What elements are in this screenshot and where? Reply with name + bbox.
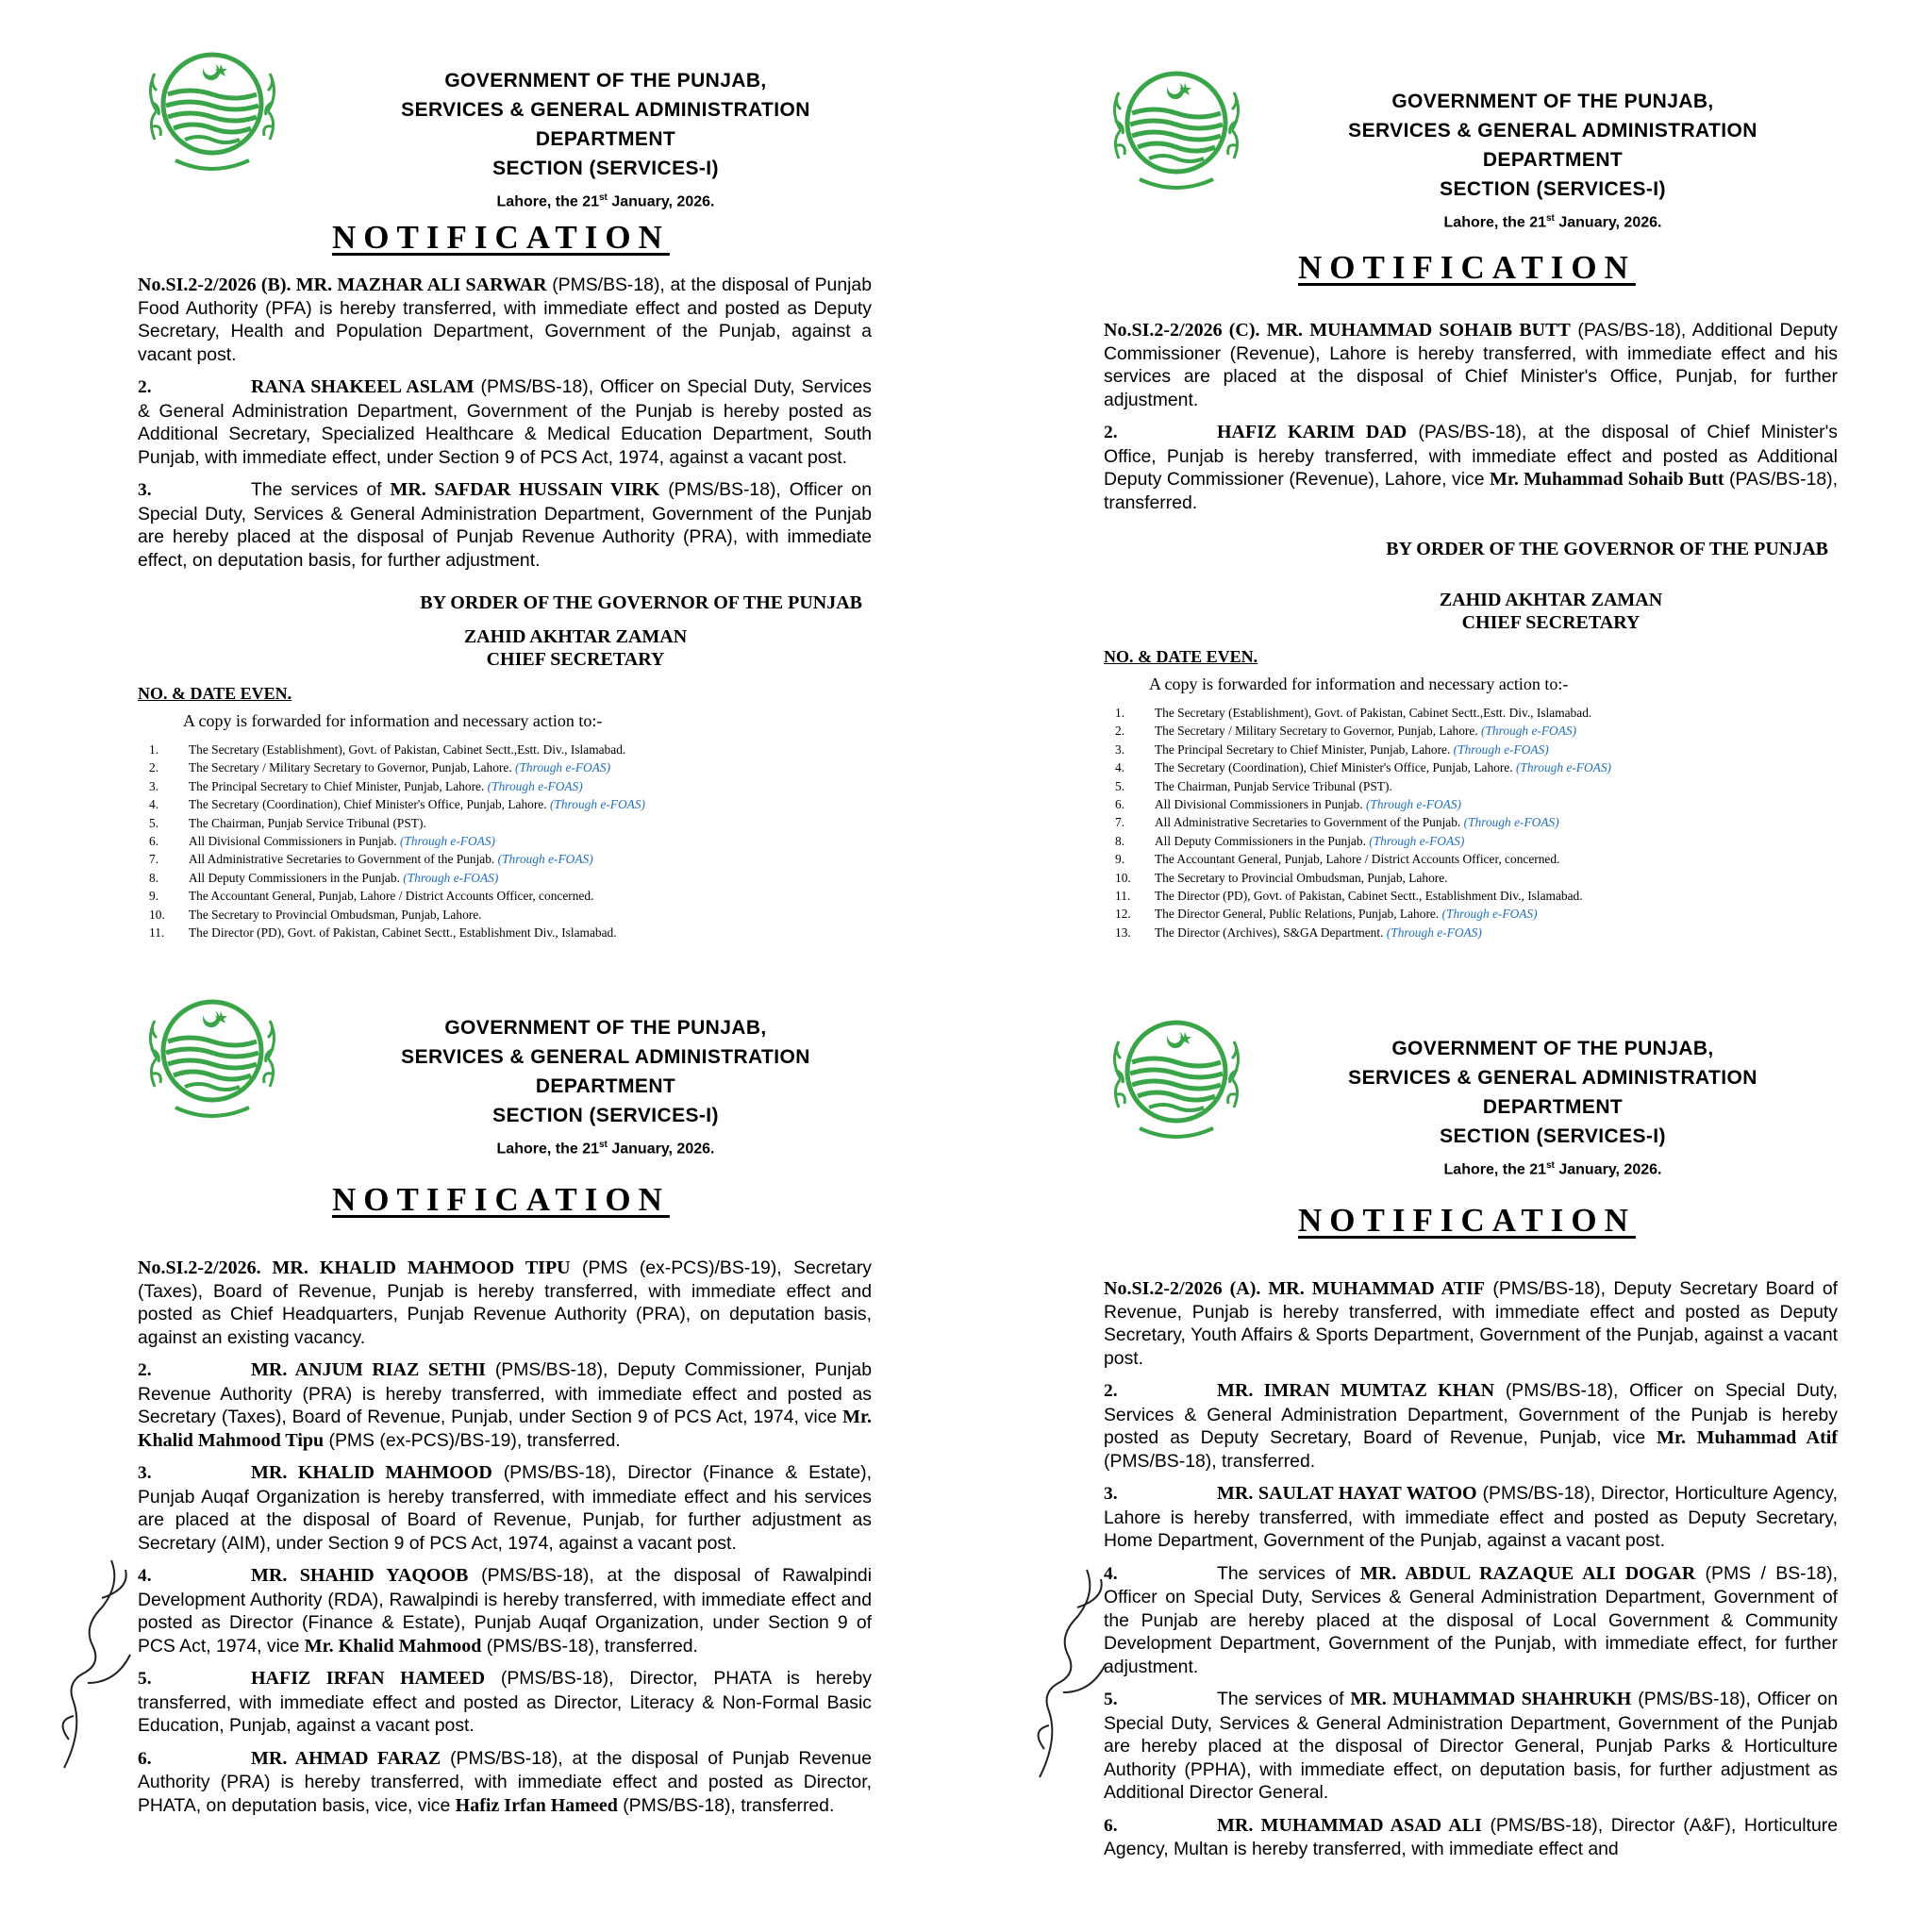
distribution-item-number: 10. — [1115, 870, 1131, 885]
handwritten-signature — [1021, 1551, 1124, 1787]
distribution-item-channel: (Through e-FOAS) — [1453, 741, 1549, 757]
distribution-item-channel: (Through e-FOAS) — [1515, 760, 1611, 775]
order-line: BY ORDER OF THE GOVERNOR OF THE PUNJAB — [420, 592, 862, 613]
issue-date: Lahore, the 21st January, 2026. — [1443, 1160, 1662, 1178]
distribution-item — [1104, 887, 1838, 905]
paragraph-3: 3. The services of MR. SAFDAR HUSSAIN VIRK (PMS/BS-18), Officer on Special Duty, Services & General Administration Department, Government of the Punjab are hereby placed at the disposal of Punjab Revenue Authority (PRA), with immediate effect, on deputation basis, for further adjustment. — [138, 479, 872, 571]
distribution-item-channel: (Through e-FOAS) — [1441, 907, 1538, 922]
header-government: GOVERNMENT OF THE PUNJAB, — [1391, 1038, 1714, 1059]
issue-date: Lahore, the 21st January, 2026. — [1443, 213, 1662, 231]
distribution-item-number: 9. — [149, 889, 159, 904]
distribution-item-text: The Secretary to Provincial Ombudsman, Punjab, Lahore. — [189, 907, 482, 922]
no-date-even: NO. & DATE EVEN. — [1104, 647, 1258, 666]
notification-body — [138, 1257, 872, 1826]
header-government: GOVERNMENT OF THE PUNJAB, — [444, 70, 767, 92]
notification-body — [1104, 1277, 1838, 1871]
notification-body — [1104, 319, 1838, 941]
distribution-item — [1104, 795, 1838, 813]
distribution-item-number: 4. — [1115, 760, 1125, 775]
paragraph-5: 5. The services of MR. MUHAMMAD SHAHRUKH (PMS/BS-18), Officer on Special Duty, Services & General Administration Department, Government of the Punjab are hereby placed at the disposal of Director General, Punjab Parks & Horticulture Authority (PPHA), with immediate effect, on deputation basis, for further adjustment as Additional Director General. — [1104, 1689, 1838, 1803]
paragraph-2: 2. MR. ANJUM RIAZ SETHI (PMS/BS-18), Deputy Commissioner, Punjab Revenue Authority (PRA) is hereby transferred, with immediate effect and posted as Secretary (Taxes), Board of Revenue, Punjab, under Section 9 of PCS Act, 1974, vice Mr. Khalid Mahmood Tipu (PMS (ex-PCS)/BS-19), transferred. — [138, 1359, 873, 1451]
distribution-item-number: 9. — [1115, 852, 1125, 867]
distribution-item — [1104, 758, 1838, 776]
issue-date: Lahore, the 21st January, 2026. — [496, 1140, 715, 1158]
paragraph-3: 3. MR. KHALID MAHMOOD (PMS/BS-18), Director (Finance & Estate), Punjab Auqaf Organization is hereby transferred, with immediate effect and his services are placed at the disposal of Board of Revenue, Punjab, for further adjustment as Secretary (AIM), under Section 9 of PCS Act, 1974, against a vacant post. — [138, 1462, 872, 1554]
distribution-item-number: 13. — [1115, 924, 1131, 940]
distribution-item — [138, 795, 872, 813]
distribution-item-number: 6. — [1115, 797, 1125, 812]
distribution-item-text: The Principal Secretary to Chief Minister, Punjab, Lahore. — [189, 778, 488, 793]
paragraph-2: 2. HAFIZ KARIM DAD (PAS/BS-18), at the disposal of Chief Minister's Office, Punjab is hereby transferred, with immediate effect and posted as Additional Deputy Commissioner (Revenue), Lahore, vice Mr. Muhammad Sohaib Butt (PAS/BS-18), transferred. — [1104, 422, 1839, 513]
paragraph-4: 4. The services of MR. ABDUL RAZAQUE ALI DOGAR (PMS / BS-18), Officer on Special Duty, Services & General Administration Department, Government of the Punjab are hereby placed at the disposal of Local Government & Community Development Department, Government of the Punjab, with immediate effect, for further adjustment. — [1104, 1562, 1838, 1677]
notification-c-page — [966, 0, 1932, 966]
notification-a-page — [966, 966, 1932, 1932]
distribution-item-number: 5. — [149, 815, 159, 830]
paragraph-1: No.SI.2-2/2026 (A). MR. MUHAMMAD ATIF (PMS/BS-18), Deputy Secretary Board of Revenue, Punjab is hereby transferred, with immediate effect and posted as Deputy Secretary, Youth Affairs & Sports Department, Government of the Punjab, against a vacant post. — [1104, 1278, 1838, 1369]
header-section: SECTION (SERVICES-I) — [1440, 1125, 1666, 1147]
notification-title: NOTIFICATION — [332, 219, 670, 256]
distribution-item-channel: (Through e-FOAS) — [399, 834, 495, 849]
header-department: SERVICES & GENERAL ADMINISTRATION — [401, 99, 810, 121]
distribution-item — [1104, 741, 1838, 758]
distribution-item-text: The Chairman, Punjab Service Tribunal (PST). — [189, 815, 426, 830]
distribution-item — [1104, 777, 1838, 795]
distribution-item-number: 2. — [1115, 724, 1125, 739]
distribution-list — [138, 741, 872, 941]
signatory — [1264, 589, 1838, 634]
paragraph-6: 6. MR. MUHAMMAD ASAD ALI (PMS/BS-18), Director (A&F), Horticulture Agency, Multan is hereby transferred, with immediate effect and — [1104, 1814, 1839, 1859]
distribution-item-number: 7. — [1115, 815, 1125, 830]
distribution-item — [1104, 924, 1838, 941]
distribution-item-text: The Director (PD), Govt. of Pakistan, Cabinet Sectt., Establishment Div., Islamabad. — [1155, 889, 1583, 904]
distribution-item — [138, 777, 872, 795]
distribution-item — [1104, 722, 1838, 740]
distribution-item-number: 10. — [149, 907, 165, 922]
distribution-item-channel: (Through e-FOAS) — [1463, 815, 1559, 830]
distribution-item-channel: (Through e-FOAS) — [1365, 797, 1461, 812]
distribution-item-number: 12. — [1115, 907, 1131, 922]
paragraph-3: 3. MR. SAULAT HAYAT WATOO (PMS/BS-18), Director, Horticulture Agency, Lahore is hereby transferred, with immediate effect and posted as Deputy Secretary, Home Department, Government of the Punjab, against a vacant post. — [1104, 1483, 1838, 1551]
issue-date: Lahore, the 21st January, 2026. — [496, 192, 715, 210]
distribution-item — [138, 906, 872, 924]
distribution-item-text: All Administrative Secretaries to Government of the Punjab. — [189, 852, 498, 867]
distribution-item-number: 7. — [149, 852, 159, 867]
notification-title: NOTIFICATION — [1298, 1202, 1636, 1239]
distribution-item-text: The Accountant General, Punjab, Lahore / District Accounts Officer, concerned. — [1155, 852, 1560, 867]
distribution-item — [1104, 905, 1838, 923]
distribution-item-number: 8. — [1115, 833, 1125, 848]
distribution-item-number: 4. — [149, 797, 159, 812]
header-department-2: DEPARTMENT — [1482, 1096, 1624, 1118]
distribution-item — [1104, 832, 1838, 850]
header-department: SERVICES & GENERAL ADMINISTRATION — [401, 1046, 810, 1068]
signatory-name: ZAHID AKHTAR ZAMAN — [1439, 590, 1663, 610]
distribution-item-channel: (Through e-FOAS) — [1481, 724, 1577, 739]
distribution-item-number: 2. — [149, 760, 159, 775]
notification-body — [138, 274, 872, 941]
distribution-item-text: All Administrative Secretaries to Government of the Punjab. — [1155, 815, 1464, 830]
distribution-item-channel: (Through e-FOAS) — [1369, 833, 1465, 848]
paragraph-1: No.SI.2-2/2026 (B). MR. MAZHAR ALI SARWAR (PMS/BS-18), at the disposal of Punjab Food Authority (PFA) is hereby transferred, with immediate effect and posted as Deputy Secretary, Health and Population Department, Government of the Punjab, against a vacant post. — [138, 275, 872, 365]
paragraph-1: No.SI.2-2/2026. MR. KHALID MAHMOOD TIPU (PMS (ex-PCS)/BS-19), Secretary (Taxes), Board of Revenue, Punjab is hereby transferred, with immediate effect and posted as Chief Headquarters, Punjab Revenue Authority (PRA), on deputation basis, against an existing vacancy. — [138, 1257, 872, 1348]
notification-b-page — [0, 0, 966, 966]
paragraph-4: 4. MR. SHAHID YAQOOB (PMS/BS-18), at the disposal of Rawalpindi Development Authority (RDA), Rawalpindi is hereby transferred, with immediate effect and posted as Director (Finance & Estate), Punjab Auqaf Organization, under Section 9 of PCS Act, 1974, vice Mr. Khalid Mahmood (PMS/BS-18), transferred. — [138, 1565, 873, 1657]
distribution-item-number: 5. — [1115, 778, 1125, 793]
paragraph-6: 6. MR. AHMAD FARAZ (PMS/BS-18), at the disposal of Punjab Revenue Authority (PRA) is hereby transferred, with immediate effect and posted as Director, PHATA, on deputation basis, vice, vice Hafiz Irfan Hameed (PMS/BS-18), transferred. — [138, 1747, 872, 1816]
distribution-item-channel: (Through e-FOAS) — [403, 870, 499, 885]
distribution-item-channel: (Through e-FOAS) — [549, 797, 645, 812]
distribution-item-number: 11. — [149, 925, 165, 941]
no-date-even: NO. & DATE EVEN. — [138, 684, 292, 703]
distribution-item — [138, 741, 872, 758]
distribution-item — [1104, 813, 1838, 831]
header-department: SERVICES & GENERAL ADMINISTRATION — [1348, 1067, 1757, 1089]
distribution-item-number: 11. — [1115, 889, 1131, 904]
distribution-item-text: The Secretary (Coordination), Chief Minister's Office, Punjab, Lahore. — [189, 797, 550, 812]
letterhead — [1070, 1034, 1932, 1178]
distribution-item-number: 8. — [149, 870, 159, 885]
copy-forwarded: A copy is forwarded for information and necessary action to:- — [1149, 675, 1569, 693]
distribution-item-text: The Secretary (Establishment), Govt. of Pakistan, Cabinet Sectt.,Estt. Div., Islamabad. — [1155, 706, 1592, 720]
distribution-item-text: The Director General, Public Relations, Punjab, Lahore. — [1155, 907, 1442, 922]
distribution-item — [138, 850, 872, 868]
header-section: SECTION (SERVICES-I) — [492, 158, 719, 179]
distribution-item-number: 1. — [149, 742, 159, 757]
distribution-item-channel: (Through e-FOAS) — [515, 760, 611, 775]
distribution-item-text: All Divisional Commissioners in Punjab. — [189, 834, 400, 849]
header-section: SECTION (SERVICES-I) — [492, 1105, 719, 1126]
paragraph-2: 2. MR. IMRAN MUMTAZ KHAN (PMS/BS-18), Officer on Special Duty, Services & General Administration Department, Government of the Punjab is hereby posted as Deputy Secretary, Board of Revenue, Punjab, vice Mr. Muhammad Atif (PMS/BS-18), transferred. — [1104, 1380, 1839, 1472]
distribution-item-number: 3. — [149, 778, 159, 793]
letterhead — [123, 1013, 966, 1158]
distribution-item — [138, 924, 872, 941]
handwritten-signature — [45, 1541, 149, 1777]
distribution-item-text: The Secretary / Military Secretary to Governor, Punjab, Lahore. — [189, 760, 516, 775]
header-government: GOVERNMENT OF THE PUNJAB, — [1391, 91, 1714, 112]
notification-title: NOTIFICATION — [1298, 249, 1636, 286]
header-department: SERVICES & GENERAL ADMINISTRATION — [1348, 120, 1757, 142]
signatory — [279, 625, 872, 671]
distribution-item-text: The Secretary (Coordination), Chief Minister's Office, Punjab, Lahore. — [1155, 760, 1516, 775]
header-section: SECTION (SERVICES-I) — [1440, 178, 1666, 200]
distribution-item — [1104, 869, 1838, 887]
paragraph-2: 2. RANA SHAKEEL ASLAM (PMS/BS-18), Officer on Special Duty, Services & General Administration Department, Government of the Punjab is hereby posted as Additional Secretary, Specialized Healthcare & Medical Education Department, South Punjab, with immediate effect, under Section 9 of PCS Act, 1974, against a vacant post. — [138, 376, 873, 468]
distribution-item-channel: (Through e-FOAS) — [487, 778, 583, 793]
signatory-designation: CHIEF SECRETARY — [486, 649, 665, 670]
distribution-list — [1104, 704, 1838, 941]
distribution-item-number: 1. — [1115, 706, 1125, 720]
distribution-item — [1104, 704, 1838, 722]
distribution-item — [138, 758, 872, 776]
distribution-item-text: All Deputy Commissioners in the Punjab. — [189, 870, 404, 885]
distribution-item-text: The Principal Secretary to Chief Minister, Punjab, Lahore. — [1155, 741, 1454, 757]
distribution-item — [138, 814, 872, 832]
letterhead — [123, 66, 966, 210]
distribution-item-text: The Director (Archives), S&GA Department. — [1155, 924, 1387, 940]
distribution-item-channel: (Through e-FOAS) — [497, 852, 593, 867]
header-department-2: DEPARTMENT — [535, 1075, 676, 1097]
distribution-item — [138, 869, 872, 887]
distribution-item-text: The Secretary to Provincial Ombudsman, Punjab, Lahore. — [1155, 870, 1448, 885]
distribution-item-text: The Accountant General, Punjab, Lahore / District Accounts Officer, concerned. — [189, 889, 594, 904]
copy-forwarded: A copy is forwarded for information and necessary action to:- — [183, 711, 603, 730]
distribution-item — [138, 887, 872, 905]
distribution-item — [1104, 850, 1838, 868]
header-department-2: DEPARTMENT — [535, 128, 676, 150]
distribution-item-channel: (Through e-FOAS) — [1386, 924, 1482, 940]
distribution-item-text: The Chairman, Punjab Service Tribunal (PST). — [1155, 778, 1392, 793]
signatory-name: ZAHID AKHTAR ZAMAN — [463, 626, 688, 647]
signatory-designation: CHIEF SECRETARY — [1461, 612, 1641, 633]
letterhead — [1070, 87, 1932, 231]
distribution-item-number: 6. — [149, 834, 159, 849]
order-line: BY ORDER OF THE GOVERNOR OF THE PUNJAB — [1386, 539, 1828, 559]
header-department-2: DEPARTMENT — [1482, 149, 1624, 171]
notification-title: NOTIFICATION — [332, 1181, 670, 1218]
distribution-item-text: All Deputy Commissioners in the Punjab. — [1155, 833, 1370, 848]
distribution-item-text: The Secretary (Establishment), Govt. of Pakistan, Cabinet Sectt.,Estt. Div., Islamabad. — [189, 742, 626, 757]
distribution-item-text: The Secretary / Military Secretary to Governor, Punjab, Lahore. — [1155, 724, 1482, 739]
paragraph-5: 5. HAFIZ IRFAN HAMEED (PMS/BS-18), Director, PHATA is hereby transferred, with immediate effect and posted as Director, Literacy & Non-Formal Basic Education, Punjab, against a vacant post. — [138, 1668, 872, 1736]
header-government: GOVERNMENT OF THE PUNJAB, — [444, 1017, 767, 1039]
distribution-item — [138, 832, 872, 850]
notification-main-page — [0, 966, 966, 1932]
distribution-item-text: All Divisional Commissioners in Punjab. — [1155, 797, 1366, 812]
paragraph-1: No.SI.2-2/2026 (C). MR. MUHAMMAD SOHAIB BUTT (PAS/BS-18), Additional Deputy Commissioner (Revenue), Lahore is hereby transferred, with immediate effect and his services are placed at the disposal of Chief Minister's Office, Punjab, for further adjustment. — [1104, 320, 1838, 410]
distribution-item-number: 3. — [1115, 741, 1125, 757]
distribution-item-text: The Director (PD), Govt. of Pakistan, Cabinet Sectt., Establishment Div., Islamabad. — [189, 925, 617, 941]
